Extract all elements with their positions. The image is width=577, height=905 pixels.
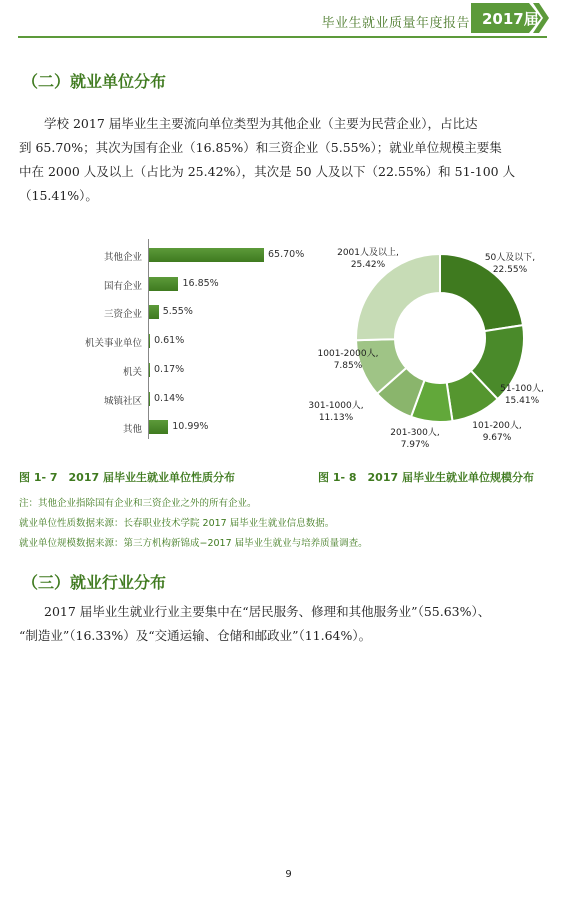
donut-slice-label: 301-1000人, 11.13% — [308, 401, 364, 423]
donut-slice-label: 51-100人, 15.41% — [500, 384, 544, 406]
paragraph-line: 到 65.70%；其次为国有企业（16.85%）和三资企业（5.55%）；就业单位规模主要集 — [19, 140, 502, 155]
section3-paragraph — [19, 600, 554, 648]
bar-value-label: 16.85% — [182, 277, 219, 289]
donut-slice-label: 201-300人, 7.97% — [390, 428, 440, 450]
bar-category-label: 机关事业单位 — [84, 338, 142, 350]
bar-value-label: 0.61% — [154, 335, 185, 347]
donut-slice-label: 101-200人, 9.67% — [472, 421, 522, 443]
figure-caption-bar: 图 1- 7 2017 届毕业生就业单位性质分布 — [19, 471, 235, 484]
donut-slice-label: 1001-2000人, 7.85% — [317, 349, 379, 371]
section-title-employer-distribution: （二）就业单位分布 — [22, 72, 167, 91]
figure-caption-donut: 图 1- 8 2017 届毕业生就业单位规模分布 — [318, 471, 534, 484]
paragraph-line: 中在 2000 人及以上（占比为 25.42%），其次是 50 人及以下（22.55%）和 51-100 人 — [19, 164, 516, 179]
bar-category-label: 机关 — [122, 366, 142, 378]
bar-category-label: 三资企业 — [103, 309, 142, 321]
page-number: 9 — [285, 869, 292, 880]
bar-category-label: 其他企业 — [103, 252, 142, 263]
note-line: 就业单位规模数据来源：第三方机构新锦成−2017 届毕业生就业与培养质量调查。 — [19, 538, 368, 549]
section-title-industry-distribution: （三）就业行业分布 — [22, 573, 167, 592]
paragraph-line: 学校 2017 届毕业生主要流向单位类型为其他企业（主要为民营企业），占比达 — [44, 116, 478, 131]
donut-slice-label: 50人及以下, 22.55% — [484, 253, 536, 275]
badge-year: 2017届 — [482, 10, 539, 28]
bar-value-label: 10.99% — [172, 421, 209, 433]
bar-value-label: 65.70% — [268, 249, 305, 260]
paragraph-line: “制造业”（16.33%）及“交通运输、仓储和邮政业”（11.64%）。 — [19, 628, 372, 643]
note-line: 就业单位性质数据来源：长春职业技术学院 2017 届毕业生就业信息数据。 — [19, 518, 335, 529]
bar-category-label: 城镇社区 — [103, 395, 142, 407]
bar-value-label: 5.55% — [162, 306, 193, 318]
bar-value-label: 0.14% — [154, 392, 185, 404]
paragraph-line: 2017 届毕业生就业行业主要集中在“居民服务、修理和其他服务业”（55.63%）、 — [44, 604, 491, 619]
paragraph-line: （15.41%）。 — [19, 188, 98, 203]
note-line: 注：其他企业指除国有企业和三资企业之外的所有企业。 — [19, 498, 257, 509]
bar-category-label: 国有企业 — [103, 280, 142, 292]
bar-category-label: 其他 — [122, 424, 142, 436]
donut-slice-label: 2001人及以上, 25.42% — [337, 248, 399, 270]
header-title: 毕业生就业质量年度报告 — [321, 16, 470, 31]
bar-value-label: 0.17% — [154, 363, 185, 375]
